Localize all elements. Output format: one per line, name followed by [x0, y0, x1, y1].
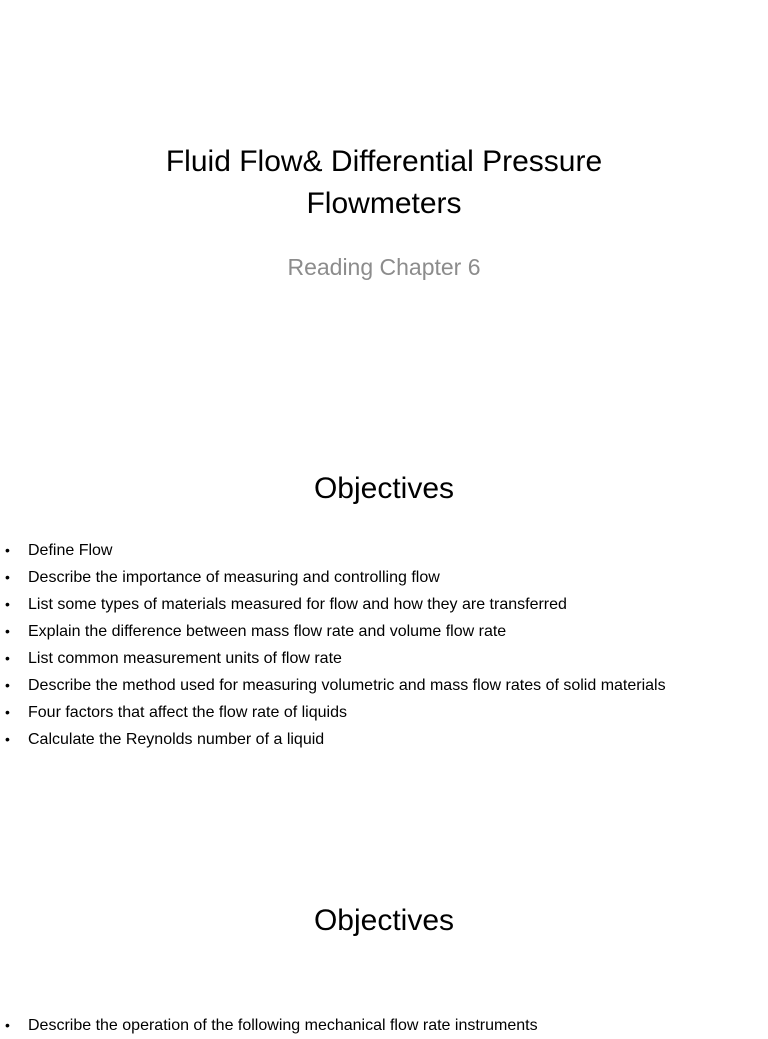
- list-item: • List some types of materials measured for flow and how they are transferred: [0, 591, 760, 618]
- list-item: • Describe the method used for measuring volumetric and mass flow rates of solid materials: [0, 672, 760, 699]
- bullet-icon: •: [5, 704, 10, 720]
- bullet-icon: •: [5, 596, 10, 612]
- slide-title-line-1: Fluid Flow& Differential Pressure: [165, 145, 603, 178]
- slide-title-line-2: Flowmeters: [306, 187, 462, 220]
- list-item: • Define Flow: [0, 537, 760, 564]
- bullet-icon: •: [5, 542, 10, 558]
- objectives-title: Objectives: [313, 904, 455, 937]
- slide-subtitle: Reading Chapter 6: [287, 254, 481, 280]
- list-item: • Four factors that affect the flow rate of liquids: [0, 699, 760, 726]
- bullet-icon: •: [5, 731, 10, 747]
- list-item: • Explain the difference between mass flow rate and volume flow rate: [0, 618, 760, 645]
- objectives-title: Objectives: [313, 472, 455, 505]
- list-item: • Describe the importance of measuring and controlling flow: [0, 564, 760, 591]
- bullet-icon: •: [5, 650, 10, 666]
- bullet-icon: •: [5, 569, 10, 585]
- title-slide: [0, 0, 768, 420]
- objectives-slide-1: [0, 430, 768, 850]
- list-item: • Calculate the Reynolds number of a liquid: [0, 726, 760, 753]
- objectives-list: [0, 537, 760, 753]
- bullet-icon: •: [5, 623, 10, 639]
- list-item: • List common measurement units of flow rate: [0, 645, 760, 672]
- bullet-icon: •: [5, 677, 10, 693]
- objectives-list: [0, 1012, 760, 1039]
- objectives-slide-2: [0, 862, 768, 1034]
- list-item: • Describe the operation of the following mechanical flow rate instruments: [0, 1012, 760, 1039]
- bullet-icon: •: [5, 1017, 10, 1033]
